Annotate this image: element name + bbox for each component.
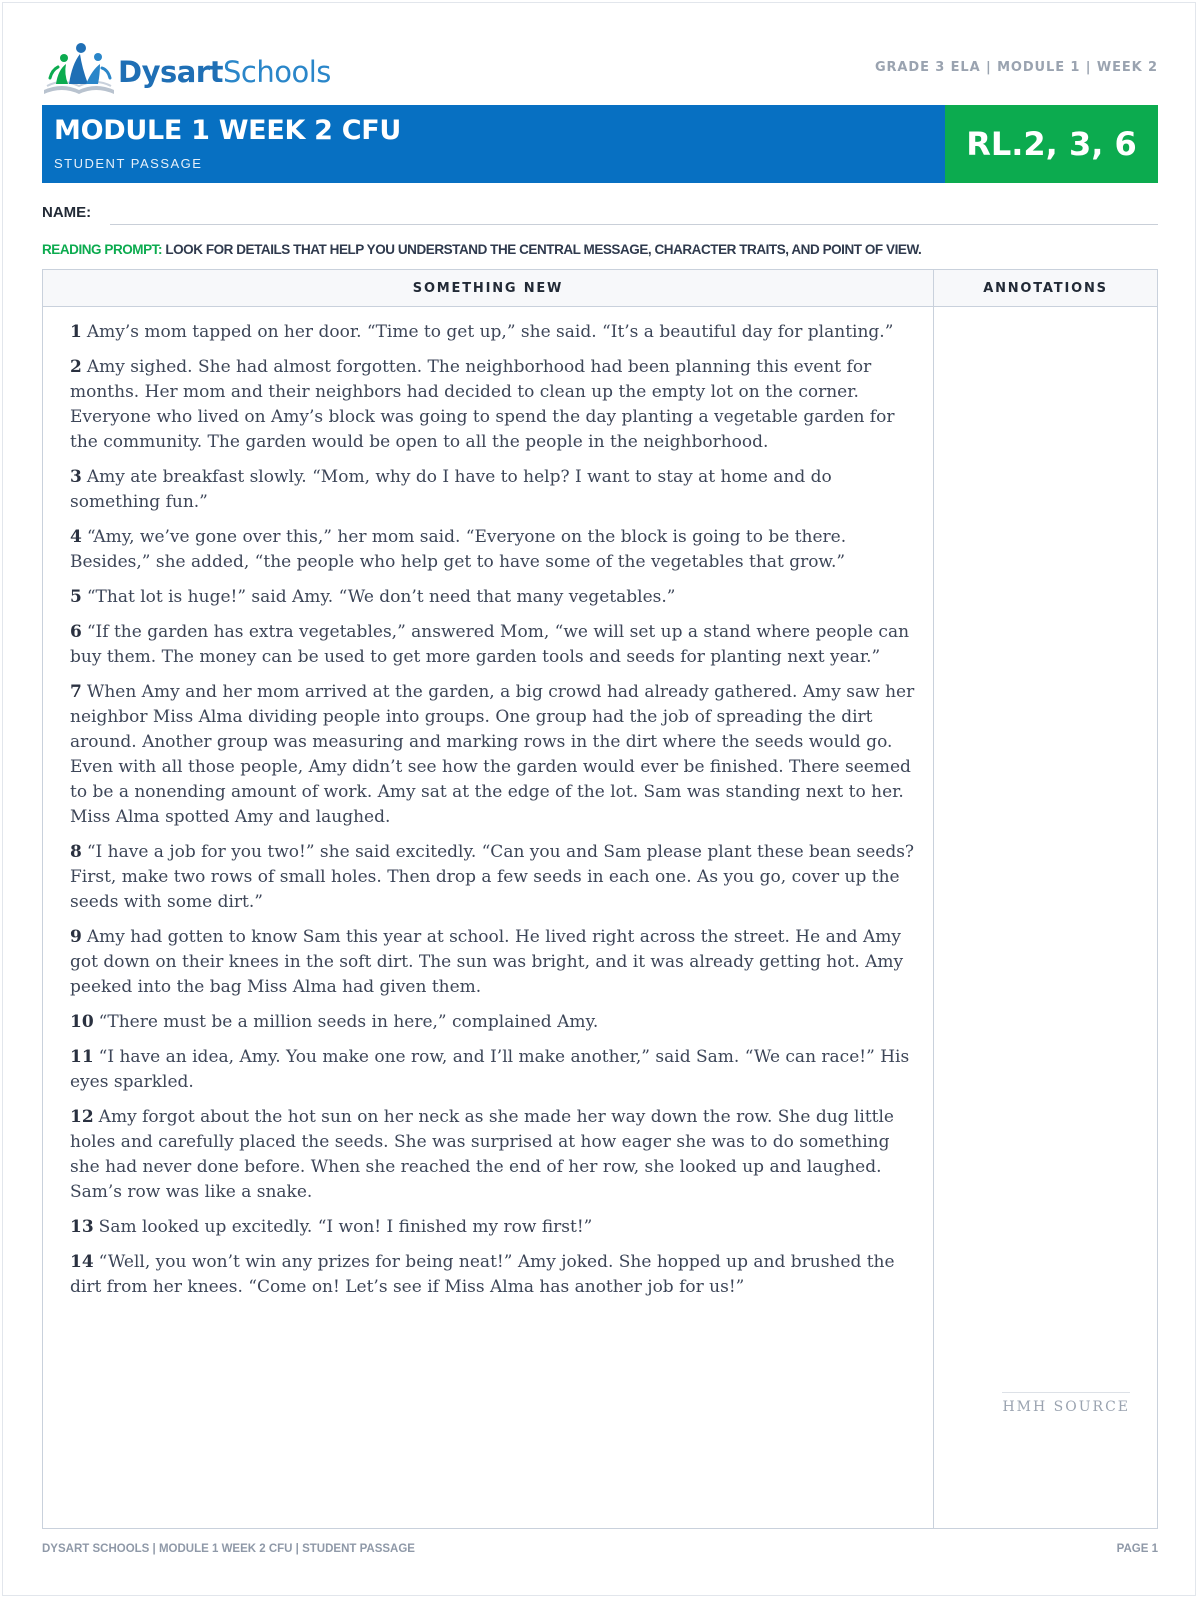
page-title: MODULE 1 WEEK 2 CFU — [54, 115, 402, 146]
book-people-logo-icon — [42, 40, 116, 96]
passage-table — [42, 269, 1158, 1529]
name-field[interactable] — [110, 224, 1158, 225]
paragraph-number: 8 — [70, 842, 82, 862]
reading-prompt — [42, 242, 921, 257]
standards-badge — [945, 105, 1158, 183]
reading-prompt-text: LOOK FOR DETAILS THAT HELP YOU UNDERSTAND THE CENTRAL MESSAGE, CHARACTER TRAITS, AND POINT OF VIEW. — [162, 242, 922, 257]
passage-paragraph — [70, 620, 920, 670]
paragraph-text: Amy ate breakfast slowly. “Mom, why do I have to help? I want to stay at home and do something fun.” — [70, 467, 832, 512]
paragraph-number: 10 — [70, 1012, 94, 1032]
passage-paragraph — [70, 1010, 920, 1035]
paragraph-text: “That lot is huge!” said Amy. “We don’t need that many vegetables.” — [86, 587, 676, 607]
paragraph-number: 2 — [70, 357, 82, 377]
title-bar — [42, 105, 945, 183]
reading-prompt-label: READING PROMPT: — [42, 242, 163, 257]
paragraph-text: “I have an idea, Amy. You make one row, and I’ll make another,” said Sam. “We can race!” His eyes sparkled. — [70, 1047, 910, 1092]
paragraph-text: Amy’s mom tapped on her door. “Time to get up,” she said. “It’s a beautiful day for planting.” — [86, 322, 894, 342]
passage-paragraph — [70, 355, 920, 455]
paragraph-number: 5 — [70, 587, 82, 607]
passage-paragraph — [70, 840, 920, 915]
paragraph-number: 14 — [70, 1252, 94, 1272]
grade-module-week-label: GRADE 3 ELA | MODULE 1 | WEEK 2 — [874, 60, 1158, 75]
paragraph-number: 4 — [70, 527, 82, 547]
passage-paragraph — [70, 585, 920, 610]
paragraph-number: 13 — [70, 1217, 94, 1237]
passage-paragraph — [70, 1045, 920, 1095]
paragraph-number: 3 — [70, 467, 82, 487]
passage-paragraph — [70, 925, 920, 1000]
paragraph-text: “There must be a million seeds in here,” complained Amy. — [98, 1012, 599, 1032]
paragraph-number: 6 — [70, 622, 82, 642]
paragraph-text: “Amy, we’ve gone over this,” her mom said. “Everyone on the block is going to be there. Besides,” she added, “the people who help get to have some of the vegetables that grow.” — [70, 527, 847, 572]
paragraph-text: Amy had gotten to know Sam this year at school. He lived right across the street. He and Amy got down on their knees in the soft dirt. The sun was bright, and it was already getting hot. Amy peeked into the bag Miss Alma had given them. — [70, 927, 904, 997]
paragraph-number: 11 — [70, 1047, 94, 1067]
passage-paragraph — [70, 680, 920, 830]
passage-paragraph — [70, 1215, 920, 1240]
name-label: NAME: — [42, 204, 92, 221]
paragraph-text: When Amy and her mom arrived at the garden, a big crowd had already gathered. Amy saw her neighbor Miss Alma dividing people into groups. One group had the job of spreading the dirt around. Another group was measuring and marking rows in the dirt where the seeds would go. Even with all those people, Amy didn’t see how the garden would ever be finished. There seemed to be a nonending amount of work. Amy sat at the edge of the lot. Sam was standing next to her. Miss Alma spotted Amy and laughed. — [70, 682, 915, 827]
passage-paragraph — [70, 320, 920, 345]
passage-body — [70, 320, 920, 1310]
paragraph-text: “If the garden has extra vegetables,” answered Mom, “we will set up a stand where people can buy them. The money can be used to get more garden tools and seeds for planting next year.” — [70, 622, 910, 667]
paragraph-number: 1 — [70, 322, 82, 342]
standards-label: RL.2, 3, 6 — [966, 125, 1137, 163]
dysart-schools-logo — [42, 40, 331, 96]
passage-column-header: SOMETHING NEW — [43, 270, 933, 307]
footer-doc-info: DYSART SCHOOLS | MODULE 1 WEEK 2 CFU | STUDENT PASSAGE — [42, 1543, 415, 1555]
paragraph-number: 9 — [70, 927, 82, 947]
page-subtitle: STUDENT PASSAGE — [54, 156, 203, 171]
annotations-column-header: ANNOTATIONS — [933, 270, 1157, 307]
source-credit: HMH SOURCE — [1002, 1392, 1130, 1415]
passage-paragraph — [70, 525, 920, 575]
paragraph-text: Amy forgot about the hot sun on her neck as she made her way down the row. She dug little holes and carefully placed the seeds. She was surprised at how eager she was to do something she had never done before. When she reached the end of her row, she looked up and laughed. Sam’s row was like a snake. — [70, 1107, 894, 1202]
passage-paragraph — [70, 1250, 920, 1300]
footer-page-number: PAGE 1 — [1116, 1543, 1158, 1555]
passage-paragraph — [70, 1105, 920, 1205]
column-divider — [933, 306, 934, 1528]
paragraph-number: 12 — [70, 1107, 94, 1127]
logo-wordmark: DysartSchools — [118, 55, 331, 89]
paragraph-text: “Well, you won’t win any prizes for being neat!” Amy joked. She hopped up and brushed the dirt from her knees. “Come on! Let’s see if Miss Alma has another job for us!” — [70, 1252, 895, 1297]
paragraph-number: 7 — [70, 682, 82, 702]
paragraph-text: Amy sighed. She had almost forgotten. The neighborhood had been planning this event for months. Her mom and their neighbors had decided to clean up the empty lot on the corner. Everyone who lived on Amy’s block was going to spend the day planting a vegetable garden for the community. The garden would be open to all the people in the neighborhood. — [70, 357, 895, 452]
passage-paragraph — [70, 465, 920, 515]
paragraph-text: “I have a job for you two!” she said excitedly. “Can you and Sam please plant these bean seeds? First, make two rows of small holes. Then drop a few seeds in each one. As you go, cover up the seeds with some dirt.” — [70, 842, 915, 912]
paragraph-text: Sam looked up excitedly. “I won! I finished my row first!” — [98, 1217, 593, 1237]
